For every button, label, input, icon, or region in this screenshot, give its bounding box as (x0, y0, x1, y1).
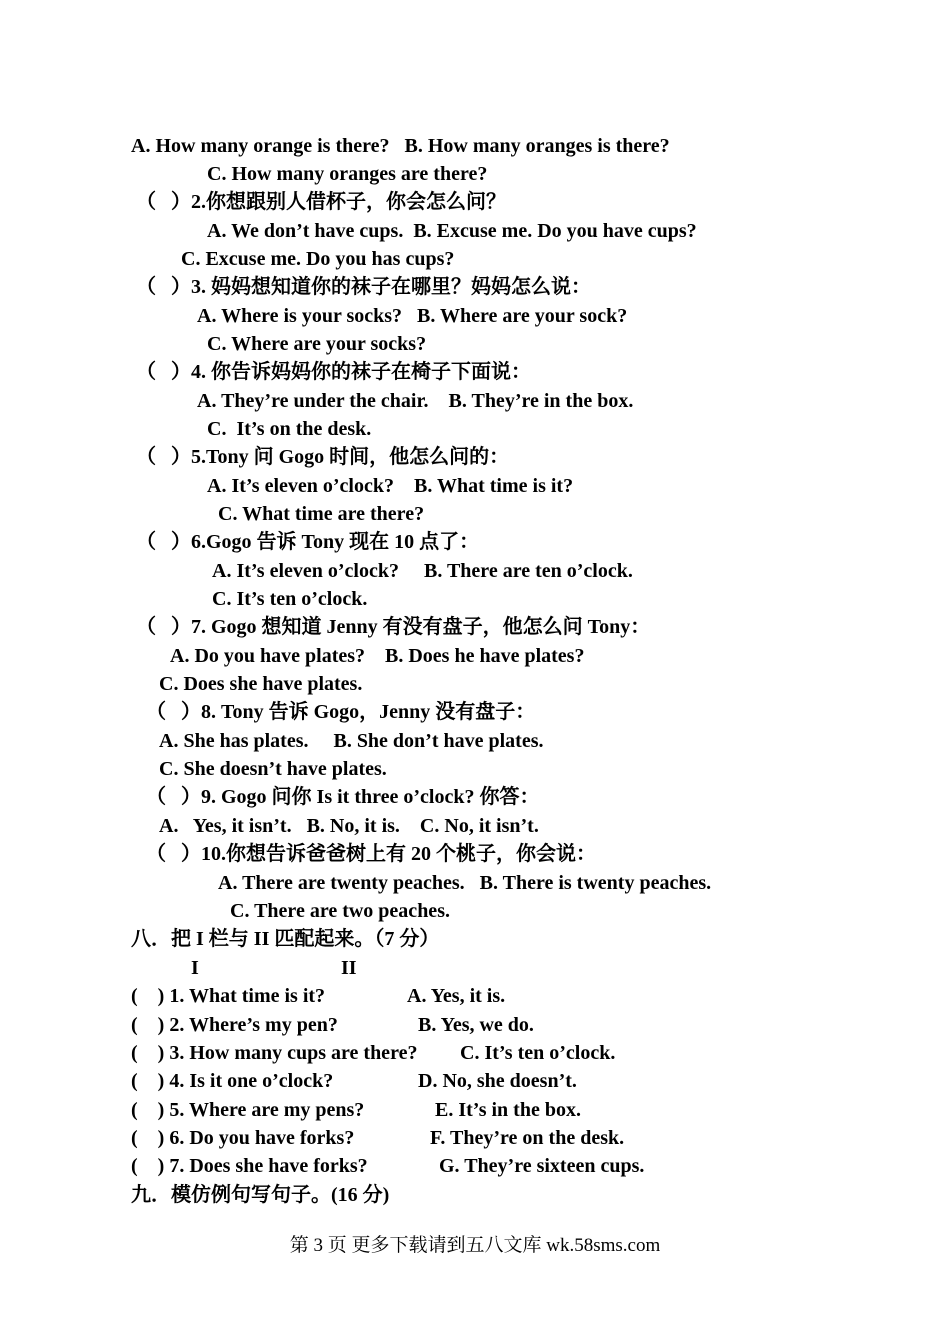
option-line-3: A. We don’t have cups. B. Excuse me. Do you have cups? (207, 220, 697, 242)
page-footer: 第 3 页 更多下载请到五八文库 wk.58sms.com (289, 1235, 661, 1256)
question-6: （ ）6.Gogo 告诉 Tony 现在 10 点了： (136, 531, 480, 553)
option-line-2: C. How many oranges are there? (207, 163, 488, 185)
question-4: （ ）4. 你告诉妈妈你的袜子在椅子下面说： (136, 361, 531, 383)
option-line-9: A. It’s eleven o’clock? B. What time is it? (207, 475, 574, 497)
option-line-16: C. She doesn’t have plates. (159, 758, 387, 780)
column-II-header: II (341, 957, 357, 979)
question-5: （ ）5.Tony 问 Gogo 时间，他怎么问的： (136, 446, 510, 468)
section-9-heading: 九．模仿例句写句子。(16 分) (131, 1184, 390, 1206)
match-answer-E: E. It’s in the box. (435, 1099, 581, 1121)
match-answer-A: A. Yes, it is. (407, 985, 506, 1007)
option-line-6: C. Where are your socks? (207, 333, 427, 355)
match-answer-B: B. Yes, we do. (418, 1014, 534, 1036)
option-line-12: C. It’s ten o’clock. (212, 588, 368, 610)
match-answer-C: C. It’s ten o’clock. (460, 1042, 616, 1064)
match-answer-F: F. They’re on the desk. (430, 1127, 625, 1149)
option-line-8: C. It’s on the desk. (207, 418, 372, 440)
column-I-header: I (191, 957, 199, 979)
option-line-1: A. How many orange is there? B. How many oranges is there? (131, 135, 670, 157)
match-question-6: ( ) 6. Do you have forks? (131, 1127, 355, 1149)
question-8: （ ）8. Tony 告诉 Gogo，Jenny 没有盘子： (146, 701, 536, 723)
option-line-11: A. It’s eleven o’clock? B. There are ten o’clock. (212, 560, 633, 582)
match-question-3: ( ) 3. How many cups are there? (131, 1042, 418, 1064)
option-line-13: A. Do you have plates? B. Does he have plates? (170, 645, 585, 667)
question-2: （ ）2.你想跟别人借杯子，你会怎么问？ (136, 191, 506, 213)
question-9: （ ）9. Gogo 问你 Is it three o’clock? 你答： (146, 786, 540, 808)
question-10: （ ）10.你想告诉爸爸树上有 20 个桃子，你会说： (146, 843, 596, 865)
question-3: （ ）3. 妈妈想知道你的袜子在哪里？妈妈怎么说： (136, 276, 591, 298)
option-line-17: A. Yes, it isn’t. B. No, it is. C. No, it isn’t. (159, 815, 539, 837)
match-question-7: ( ) 7. Does she have forks? (131, 1155, 368, 1177)
question-7: （ ）7. Gogo 想知道 Jenny 有没有盘子，他怎么问 Tony： (136, 616, 651, 638)
option-line-10: C. What time are there? (218, 503, 425, 525)
option-line-14: C. Does she have plates. (159, 673, 363, 695)
option-line-19: C. There are two peaches. (230, 900, 450, 922)
match-question-2: ( ) 2. Where’s my pen? (131, 1014, 338, 1036)
match-answer-G: G. They’re sixteen cups. (439, 1155, 645, 1177)
match-question-1: ( ) 1. What time is it? (131, 985, 326, 1007)
section-8-heading: 八．把 I 栏与 II 匹配起来。（7 分） (131, 928, 440, 950)
option-line-18: A. There are twenty peaches. B. There is twenty peaches. (218, 872, 712, 894)
option-line-15: A. She has plates. B. She don’t have plates. (159, 730, 544, 752)
option-line-7: A. They’re under the chair. B. They’re in the box. (197, 390, 634, 412)
option-line-5: A. Where is your socks? B. Where are your sock? (197, 305, 628, 327)
match-question-4: ( ) 4. Is it one o’clock? (131, 1070, 334, 1092)
match-answer-D: D. No, she doesn’t. (418, 1070, 577, 1092)
option-line-4: C. Excuse me. Do you has cups? (181, 248, 455, 270)
match-question-5: ( ) 5. Where are my pens? (131, 1099, 365, 1121)
